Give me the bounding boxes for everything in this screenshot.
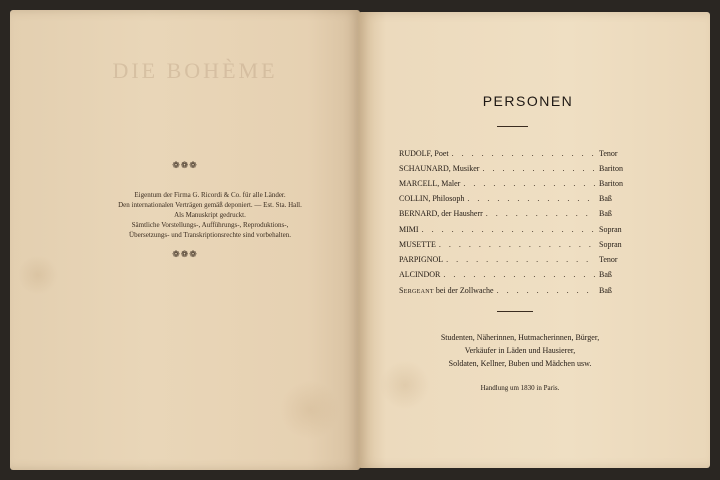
paper-stain [18,255,58,295]
role-name: PARPIGNOL [399,255,444,264]
role-desc: , der Hausherr [437,209,483,218]
ornament-bottom: ❁❁❁ [172,249,198,259]
title-rule [497,126,528,127]
ornament-top: ❁❁❁ [172,160,198,170]
voice-type: Baß [599,286,612,295]
role-name: MUSETTE [399,240,436,249]
faded-title: DIE BOHÈME [112,58,278,83]
leader-dots [467,194,596,203]
chorus-line: Studenten, Näherinnen, Hutmacherinnen, Bürger, [440,333,600,342]
copyright-line: Sämtliche Vorstellungs-, Aufführungs-, Reproduktions-, [131,221,289,229]
role-row [399,149,625,161]
role-name: MIMI [399,225,419,234]
voice-type: Baß [599,209,612,218]
voice-type: Bariton [599,179,623,188]
voice-type: Tenor [599,255,618,264]
role-row [399,179,625,191]
leader-dots [486,209,596,218]
paper-stain [280,380,340,440]
leader-dots [497,286,596,295]
copyright-line: Übersetzungs- und Transkriptionsrechte sind vorbehalten. [129,231,291,239]
copyright-line: Eigentum der Firma G. Ricordi & Co. für alle Länder. [134,191,286,199]
role-desc: , Philosoph [428,194,465,203]
role-name: SCHAUNARD [399,164,449,173]
leader-dots [422,225,596,234]
role-row [399,164,625,176]
leader-dots [463,179,596,188]
leader-dots [439,240,596,249]
chorus-line: Verkäufer in Läden und Hausierer, [464,346,576,355]
role-desc: , Maler [437,179,461,188]
page-title: PERSONEN [482,93,574,109]
role-row [399,225,625,237]
leader-dots [452,149,596,158]
voice-type: Baß [599,270,612,279]
role-row [399,240,625,252]
voice-type: Tenor [599,149,618,158]
leader-dots [482,164,596,173]
role-name: MARCELL [399,179,438,188]
role-name: ALCINDOR [399,270,441,279]
role-row [399,270,625,282]
chorus-list [400,331,640,370]
setting-note: Handlung um 1830 in Paris. [480,384,560,392]
role-desc: , Poet [430,149,449,158]
role-desc: , Musiker [448,164,480,173]
role-row [399,194,625,206]
leader-dots [446,255,596,264]
chorus-line: Soldaten, Kellner, Buben und Mädchen usw. [448,359,592,368]
voice-type: Sopran [599,240,622,249]
voice-type: Baß [599,194,612,203]
voice-type: Sopran [599,225,622,234]
section-rule [497,311,533,312]
role-name: Sergeant [399,286,434,295]
voice-type: Bariton [599,164,623,173]
copyright-line: Den internationalen Verträgen gemäß deponiert. — Est. Sta. Hall. [118,201,302,209]
role-row [399,255,625,267]
role-name: COLLIN [399,194,429,203]
leader-dots [443,270,596,279]
role-row [399,209,625,221]
role-name: RUDOLF [399,149,431,158]
copyright-line: Als Manuskript gedruckt. [174,211,246,219]
role-name: BERNARD [399,209,438,218]
copyright-notice [95,190,325,240]
role-desc: bei der Zollwache [433,286,494,295]
role-row [399,286,625,298]
